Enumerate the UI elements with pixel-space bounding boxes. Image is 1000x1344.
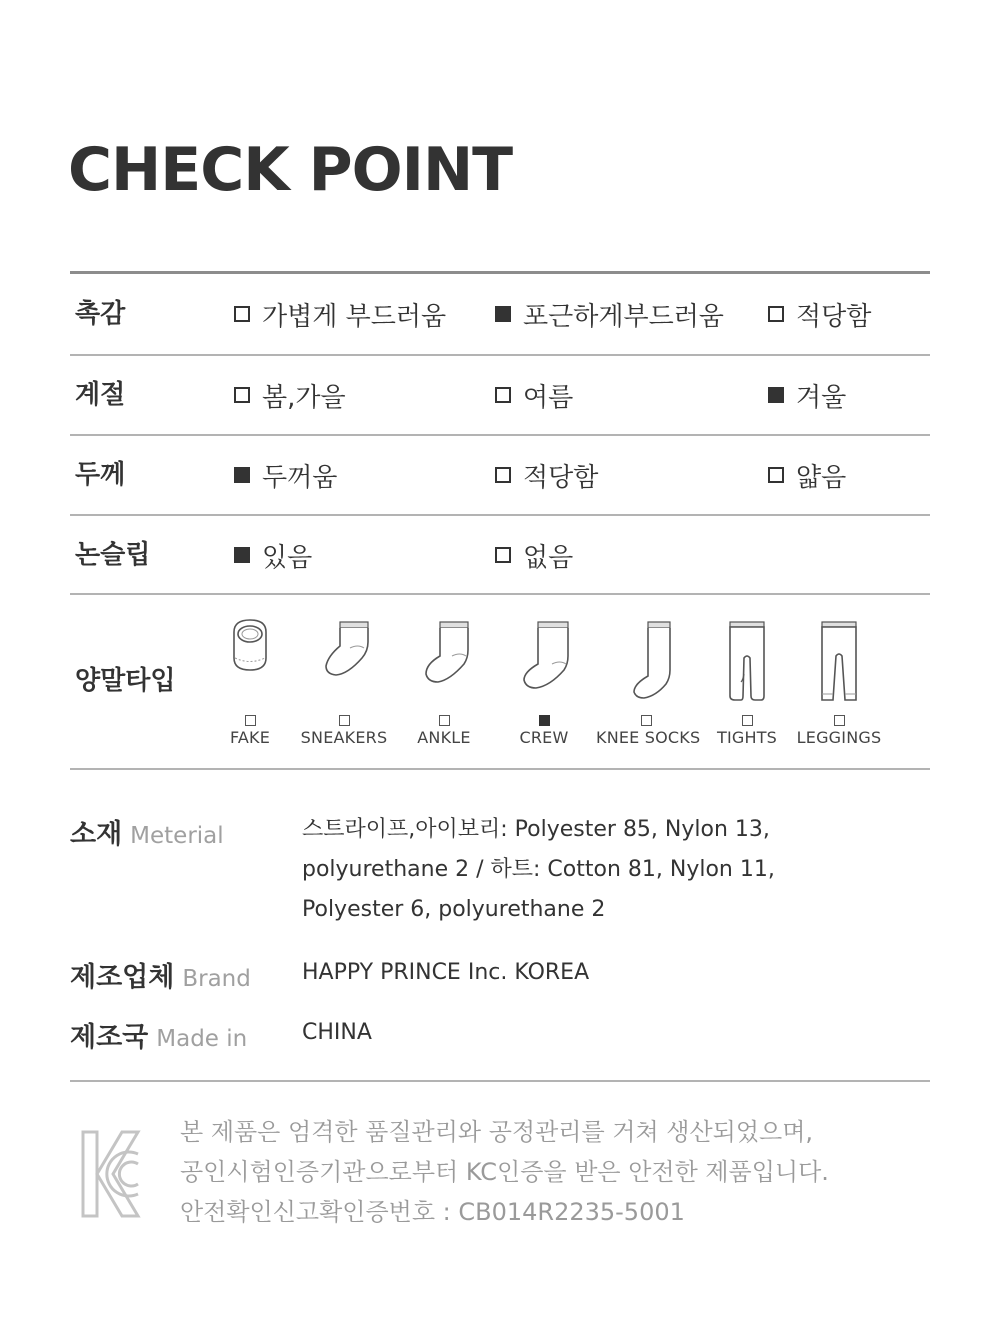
row-touch xyxy=(70,274,930,354)
material-heading: 소재 Meterial xyxy=(70,819,224,850)
option-thin: 얇음 xyxy=(768,435,846,515)
checkbox xyxy=(495,306,511,322)
checkbox xyxy=(768,306,784,322)
fake-sock-icon xyxy=(220,618,280,708)
ankle-sock-icon xyxy=(414,618,474,708)
leggings-icon xyxy=(809,618,869,708)
origin-value: CHINA xyxy=(302,1020,372,1045)
sock-type-crew: CREW xyxy=(494,618,594,748)
sock-type-leggings: LEGGINGS xyxy=(789,618,889,748)
option-light-soft: 가볍게 부드러움 xyxy=(234,274,446,354)
page-title: CHECK POINT xyxy=(68,135,513,205)
sock-type-label: 양말타입 xyxy=(75,666,176,696)
divider xyxy=(70,593,930,595)
row-season xyxy=(70,355,930,435)
row-label: 계절 xyxy=(75,380,126,410)
sock-type-tights: TIGHTS xyxy=(697,618,797,748)
checkbox xyxy=(539,715,550,726)
option-winter: 겨울 xyxy=(768,355,846,435)
sneakers-sock-icon xyxy=(314,618,374,708)
sock-type-sneakers: SNEAKERS xyxy=(294,618,394,748)
checkbox xyxy=(495,547,511,563)
checkbox xyxy=(234,547,250,563)
kc-mark-icon xyxy=(80,1128,142,1220)
checkbox xyxy=(768,387,784,403)
option-yes: 있음 xyxy=(234,515,312,595)
brand-value: HAPPY PRINCE Inc. KOREA xyxy=(302,960,590,985)
option-thick: 두꺼움 xyxy=(234,435,337,515)
checkbox xyxy=(339,715,350,726)
checkbox xyxy=(234,467,250,483)
checkbox xyxy=(495,387,511,403)
brand-heading: 제조업체 Brand xyxy=(70,962,251,993)
sock-type-fake: FAKE xyxy=(200,618,300,748)
checkbox xyxy=(641,715,652,726)
checkbox xyxy=(234,387,250,403)
tights-icon xyxy=(717,618,777,708)
sock-type-ankle: ANKLE xyxy=(394,618,494,748)
checkbox xyxy=(245,715,256,726)
sock-type-knee: KNEE SOCKS xyxy=(596,618,696,748)
checkbox xyxy=(834,715,845,726)
origin-heading: 제조국 Made in xyxy=(70,1022,248,1053)
option-cozy-soft: 포근하게부드러움 xyxy=(495,274,724,354)
kc-certification-text: 본 제품은 엄격한 품질관리와 공정관리를 거쳐 생산되었으며, 공인시험인증기관으로부터 KC인증을 받은 안전한 제품입니다. 안전확인신고확인증번호 : CB014R2235-5001 xyxy=(180,1118,829,1226)
checkbox xyxy=(742,715,753,726)
option-summer: 여름 xyxy=(495,355,573,435)
divider xyxy=(70,1080,930,1082)
row-non-slip xyxy=(70,515,930,595)
crew-sock-icon xyxy=(514,618,574,708)
row-label: 두께 xyxy=(75,460,126,490)
divider xyxy=(70,768,930,770)
checkbox xyxy=(439,715,450,726)
row-label: 촉감 xyxy=(75,299,126,329)
checkbox xyxy=(495,467,511,483)
checkbox xyxy=(768,467,784,483)
option-spring-fall: 봄,가을 xyxy=(234,355,346,435)
option-medium: 적당함 xyxy=(495,435,598,515)
option-moderate: 적당함 xyxy=(768,274,871,354)
row-label: 논슬립 xyxy=(75,540,151,570)
option-no: 없음 xyxy=(495,515,573,595)
material-value: 스트라이프,아이보리: Polyester 85, Nylon 13, polyurethane 2 / 하트: Cotton 81, Nylon 11, Polyester 6, polyurethane 2 xyxy=(302,817,775,922)
checkbox xyxy=(234,306,250,322)
row-thickness xyxy=(70,435,930,515)
knee-sock-icon xyxy=(616,618,676,708)
